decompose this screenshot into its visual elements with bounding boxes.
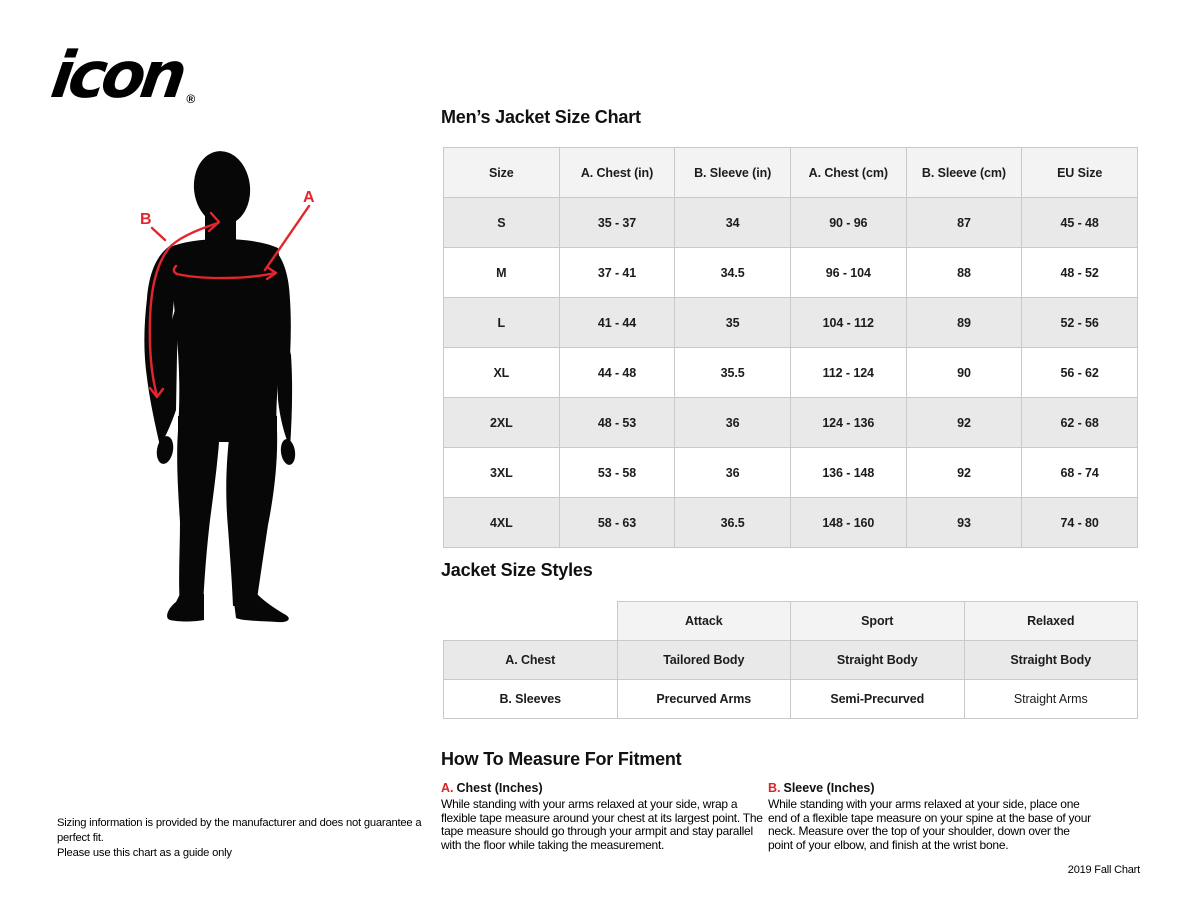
styles-header-row (444, 602, 1138, 641)
size-column-header: B. Sleeve (cm) (906, 148, 1022, 198)
size-cell: 90 (906, 348, 1022, 398)
measure-heading-chest (441, 781, 763, 796)
styles-column-header: Sport (791, 602, 965, 641)
size-row (444, 448, 1138, 498)
styles-row (444, 680, 1138, 719)
measure-section-chest (441, 781, 763, 853)
figure-label-b: B (140, 211, 152, 228)
size-cell: 96 - 104 (790, 248, 906, 298)
styles-column-header: Attack (617, 602, 791, 641)
size-cell: 56 - 62 (1022, 348, 1138, 398)
size-cell: 35 (675, 298, 791, 348)
size-cell: 35 - 37 (559, 198, 675, 248)
styles-cell: Precurved Arms (617, 680, 791, 719)
size-row (444, 498, 1138, 548)
size-cell: 58 - 63 (559, 498, 675, 548)
size-cell: 92 (906, 398, 1022, 448)
man-silhouette (144, 150, 296, 622)
size-cell: 89 (906, 298, 1022, 348)
size-cell: 104 - 112 (790, 298, 906, 348)
styles-column-header (444, 602, 618, 641)
size-cell: 2XL (444, 398, 560, 448)
styles-cell: Semi-Precurved (791, 680, 965, 719)
size-cell: 112 - 124 (790, 348, 906, 398)
size-cell: 41 - 44 (559, 298, 675, 348)
styles-chart-title: Jacket Size Styles (441, 560, 593, 580)
size-column-header: A. Chest (in) (559, 148, 675, 198)
styles-cell: Tailored Body (617, 641, 791, 680)
styles-column-header: Relaxed (964, 602, 1138, 641)
size-cell: 124 - 136 (790, 398, 906, 448)
figure-label-a: A (303, 189, 315, 206)
styles-row (444, 641, 1138, 680)
size-cell: 44 - 48 (559, 348, 675, 398)
size-cell: 90 - 96 (790, 198, 906, 248)
measure-heading-sleeve-text: Sleeve (Inches) (783, 781, 875, 795)
size-column-header: A. Chest (cm) (790, 148, 906, 198)
styles-cell: Straight Body (964, 641, 1138, 680)
size-row (444, 348, 1138, 398)
size-row (444, 198, 1138, 248)
size-cell: 52 - 56 (1022, 298, 1138, 348)
size-cell: 37 - 41 (559, 248, 675, 298)
size-column-header: EU Size (1022, 148, 1138, 198)
size-cell: 93 (906, 498, 1022, 548)
size-chart-title: Men’s Jacket Size Chart (441, 107, 641, 127)
size-column-header: Size (444, 148, 560, 198)
measure-heading-chest-text: Chest (Inches) (456, 781, 543, 795)
measure-section-sleeve (768, 781, 1096, 853)
icon-logo-text: icon (46, 39, 187, 113)
measure-body-sleeve: While standing with your arms relaxed at your side, place one end of a flexible tape measure on your spine at the base of your neck. Measure over the top of your shoulder, down over the point of your elbow, and finish at the wrist bone. (768, 797, 1091, 853)
size-cell: 53 - 58 (559, 448, 675, 498)
size-row (444, 298, 1138, 348)
size-row (444, 398, 1138, 448)
styles-cell: Straight Body (791, 641, 965, 680)
styles-cell: B. Sleeves (444, 680, 618, 719)
sizing-disclaimer-line2: Please use this chart as a guide only (57, 847, 232, 859)
size-cell: 36 (675, 398, 791, 448)
size-cell: 3XL (444, 448, 560, 498)
size-cell: 45 - 48 (1022, 198, 1138, 248)
sizing-disclaimer-line1: Sizing information is provided by the manufacturer and does not guarantee a perfect fit. (57, 817, 422, 844)
size-cell: 136 - 148 (790, 448, 906, 498)
size-row (444, 248, 1138, 298)
size-cell: L (444, 298, 560, 348)
size-cell: 88 (906, 248, 1022, 298)
size-cell: 36 (675, 448, 791, 498)
body-measurement-figure (138, 150, 330, 630)
size-cell: M (444, 248, 560, 298)
size-cell: 35.5 (675, 348, 791, 398)
measure-heading-sleeve (768, 781, 1096, 796)
size-cell: 48 - 53 (559, 398, 675, 448)
size-header-row (444, 148, 1138, 198)
chart-version: 2019 Fall Chart (1067, 864, 1140, 876)
size-cell: 48 - 52 (1022, 248, 1138, 298)
label-b-connector (152, 228, 165, 240)
size-cell: 62 - 68 (1022, 398, 1138, 448)
size-chart-table (443, 147, 1138, 548)
size-cell: 68 - 74 (1022, 448, 1138, 498)
size-cell: 34.5 (675, 248, 791, 298)
registered-trademark-icon: ® (186, 92, 196, 106)
icon-logo (46, 39, 196, 113)
size-cell: 148 - 160 (790, 498, 906, 548)
label-a-connector (265, 206, 309, 270)
size-column-header: B. Sleeve (in) (675, 148, 791, 198)
size-cell: 87 (906, 198, 1022, 248)
measure-letter-b: B. (768, 781, 781, 795)
measure-letter-a: A. (441, 781, 454, 795)
styles-cell: A. Chest (444, 641, 618, 680)
size-cell: 74 - 80 (1022, 498, 1138, 548)
size-cell: 34 (675, 198, 791, 248)
size-cell: 92 (906, 448, 1022, 498)
size-cell: 36.5 (675, 498, 791, 548)
styles-cell: Straight Arms (964, 680, 1138, 719)
size-cell: S (444, 198, 560, 248)
measure-body-chest: While standing with your arms relaxed at your side, wrap a flexible tape measure around your chest at its largest point. The tape measure should go through your armpit and stay parallel with the floor while taking the measurement. (441, 797, 763, 853)
measure-section-title: How To Measure For Fitment (441, 749, 682, 769)
size-cell: XL (444, 348, 560, 398)
size-cell: 4XL (444, 498, 560, 548)
styles-chart-table (443, 601, 1138, 719)
sizing-disclaimer (57, 816, 457, 861)
